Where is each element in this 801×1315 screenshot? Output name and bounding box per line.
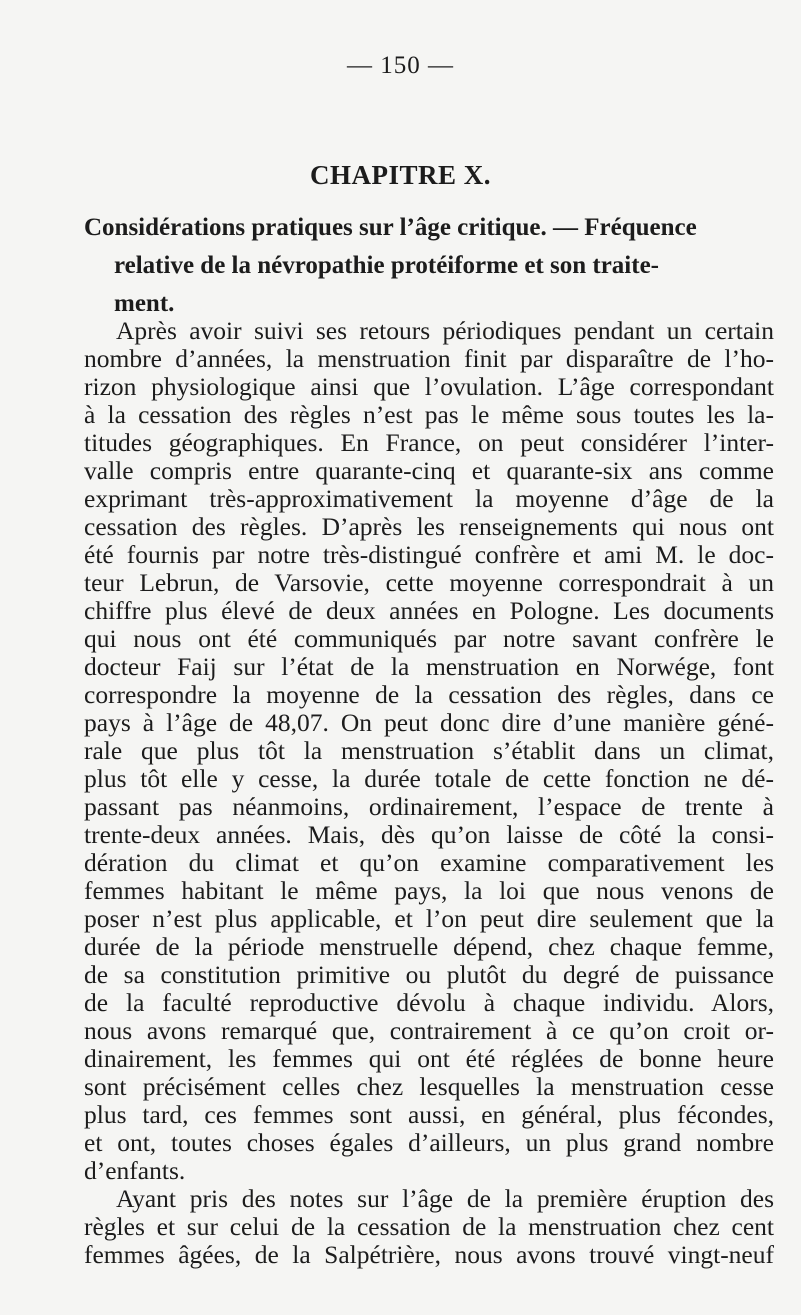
page-number: — 150 — — [347, 52, 454, 79]
text-line: sont précisément celles chez lesquelles la menstruation cesse — [84, 1072, 774, 1101]
text-line: règles et sur celui de la cessation de la menstruation chez cent — [84, 1212, 774, 1241]
text-line: Ayant pris des notes sur l’âge de la première éruption des — [116, 1184, 774, 1213]
body-text — [84, 317, 774, 1269]
text-line: et ont, toutes choses égales d’ailleurs, un plus grand nombre — [84, 1128, 774, 1157]
text-line: teur Lebrun, de Varsovie, cette moyenne correspondrait à un — [84, 568, 774, 597]
text-line: docteur Faij sur l’état de la menstruation en Norwége, font — [84, 652, 774, 681]
chapter-title: CHAPITRE X. — [309, 160, 491, 190]
text-line: plus tôt elle y cesse, la durée totale de cette fonction ne dé- — [84, 764, 774, 793]
text-line: dinairement, les femmes qui ont été réglées de bonne heure — [84, 1044, 774, 1073]
text-line: à la cessation des règles n’est pas le même sous toutes les la- — [84, 400, 774, 429]
text-line: Après avoir suivi ses retours périodiques pendant un certain — [116, 316, 774, 345]
paragraph — [84, 317, 774, 1185]
text-line: nous avons remarqué que, contrairement à ce qu’on croit or- — [84, 1016, 774, 1045]
text-line: nombre d’années, la menstruation finit par disparaître de l’ho- — [84, 344, 774, 373]
text-line: femmes âgées, de la Salpétrière, nous avons trouvé vingt-neuf — [84, 1240, 774, 1269]
text-line: de la faculté reproductive dévolu à chaque individu. Alors, — [84, 988, 774, 1017]
text-line: pays à l’âge de 48,07. On peut donc dire d’une manière géné- — [84, 708, 774, 737]
chapter-summary — [84, 209, 769, 323]
text-line: exprimant très-approximativement la moyenne d’âge de la — [84, 484, 774, 513]
text-line: de sa constitution primitive ou plutôt du degré de puissance — [84, 960, 774, 989]
text-line: correspondre la moyenne de la cessation des règles, dans ce — [84, 680, 774, 709]
text-line: durée de la période menstruelle dépend, chez chaque femme, — [84, 932, 774, 961]
text-line: rale que plus tôt la menstruation s’établit dans un climat, — [84, 736, 774, 765]
text-line: valle compris entre quarante-cinq et quarante-six ans comme — [84, 456, 774, 485]
chapter-summary-line: Considérations pratiques sur l’âge critique. — Fréquence — [84, 214, 697, 241]
text-line: titudes géographiques. En France, on peut considérer l’inter- — [84, 428, 774, 457]
chapter-summary-line: relative de la névropathie protéiforme et son traite- — [114, 252, 659, 279]
text-line: passant pas néanmoins, ordinairement, l’espace de trente à — [84, 792, 774, 821]
paragraph — [84, 1185, 774, 1269]
text-line: trente-deux années. Mais, dès qu’on laisse de côté la consi- — [84, 820, 774, 849]
text-line: femmes habitant le même pays, la loi que nous venons de — [84, 876, 774, 905]
text-line: poser n’est plus applicable, et l’on peut dire seulement que la — [84, 904, 774, 933]
chapter-summary-line: ment. — [114, 290, 175, 317]
text-line: d’enfants. — [84, 1156, 186, 1185]
text-line: rizon physiologique ainsi que l’ovulation. L’âge correspondant — [84, 372, 774, 401]
text-line: été fournis par notre très-distingué confrère et ami M. le doc- — [84, 540, 774, 569]
text-line: qui nous ont été communiqués par notre savant confrère le — [84, 624, 774, 653]
text-line: chiffre plus élevé de deux années en Pologne. Les documents — [84, 596, 774, 625]
text-line: plus tard, ces femmes sont aussi, en général, plus fécondes, — [84, 1100, 774, 1129]
text-line: cessation des règles. D’après les renseignements qui nous ont — [84, 512, 774, 541]
text-line: dération du climat et qu’on examine comparativement les — [84, 848, 774, 877]
